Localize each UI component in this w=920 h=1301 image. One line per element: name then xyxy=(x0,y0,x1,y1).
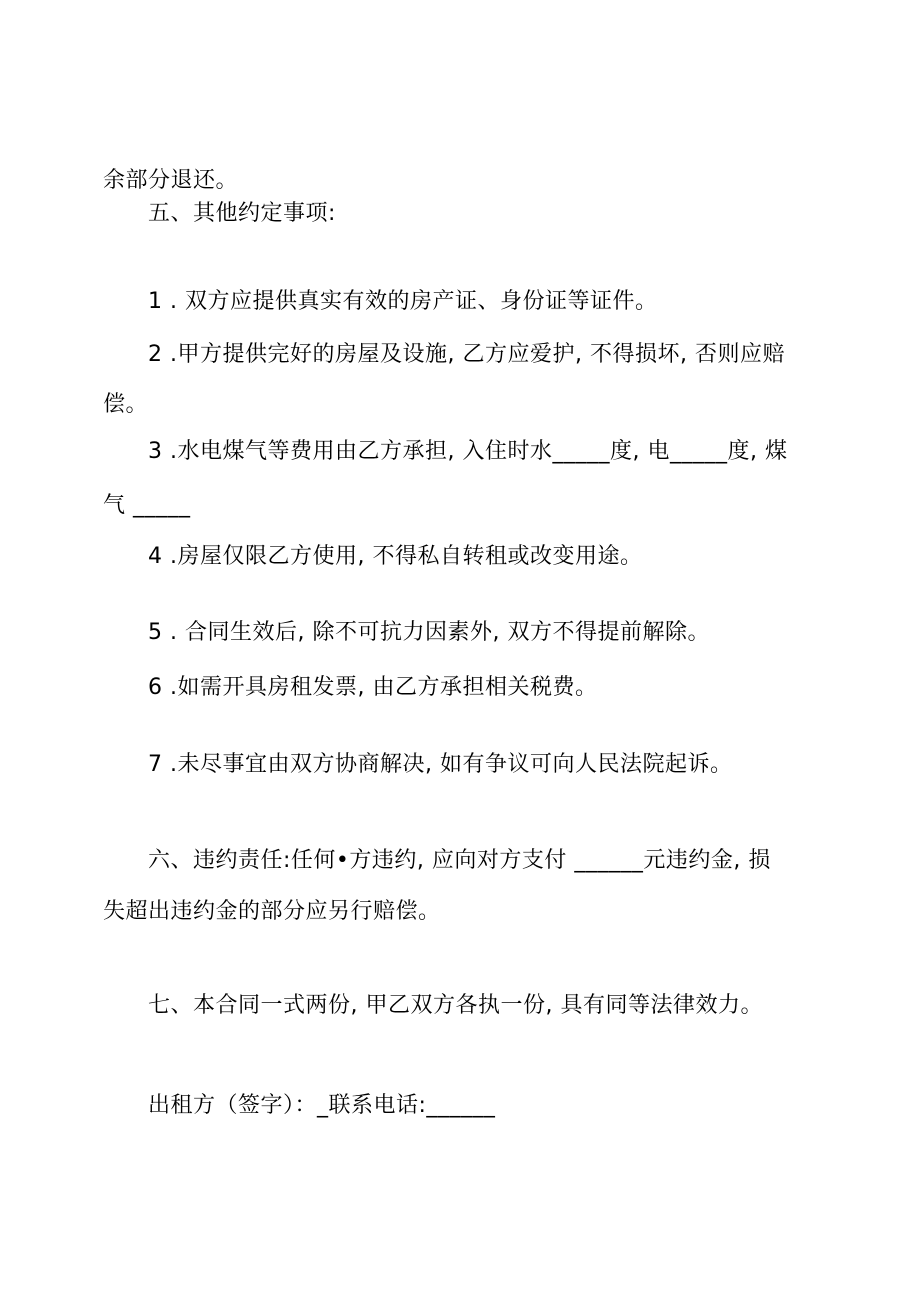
paragraph-line: 余部分退还。 xyxy=(103,168,239,193)
clause-5: 5 . 合同生效后, 除不可抗力因素外, 双方不得提前解除。 xyxy=(148,620,710,645)
clause-2-continued: 偿。 xyxy=(103,392,149,417)
section-breach-liability: 六、违约责任:任何•方违约, 应向对方支付 ______元违约金, 损 xyxy=(148,848,771,873)
clause-7: 7 .未尽事宜由双方协商解决, 如有争议可向人民法院起诉。 xyxy=(148,752,733,777)
section-copies: 七、本合同一式两份, 甲乙双方各执一份, 具有同等法律效力。 xyxy=(148,993,763,1018)
section-breach-liability-continued: 失超出违约金的部分应另行赔偿。 xyxy=(103,899,441,924)
section-heading-other-terms: 五、其他约定事项: xyxy=(148,201,336,226)
clause-1: 1 . 双方应提供真实有效的房产证、身份证等证件。 xyxy=(148,289,658,314)
clause-2: 2 .甲方提供完好的房屋及设施, 乙方应爱护, 不得损坏, 否则应赔 xyxy=(148,342,785,367)
clause-4: 4 .房屋仅限乙方使用, 不得私自转租或改变用途。 xyxy=(148,544,643,569)
clause-6: 6 .如需开具房租发票, 由乙方承担相关税费。 xyxy=(148,675,598,700)
signature-line: 出租方（签字）：_联系电话:______ xyxy=(148,1093,496,1118)
clause-3: 3 .水电煤气等费用由乙方承担, 入住时水_____度, 电_____度, 煤 xyxy=(148,439,788,464)
clause-3-continued: 气 _____ xyxy=(103,493,191,518)
